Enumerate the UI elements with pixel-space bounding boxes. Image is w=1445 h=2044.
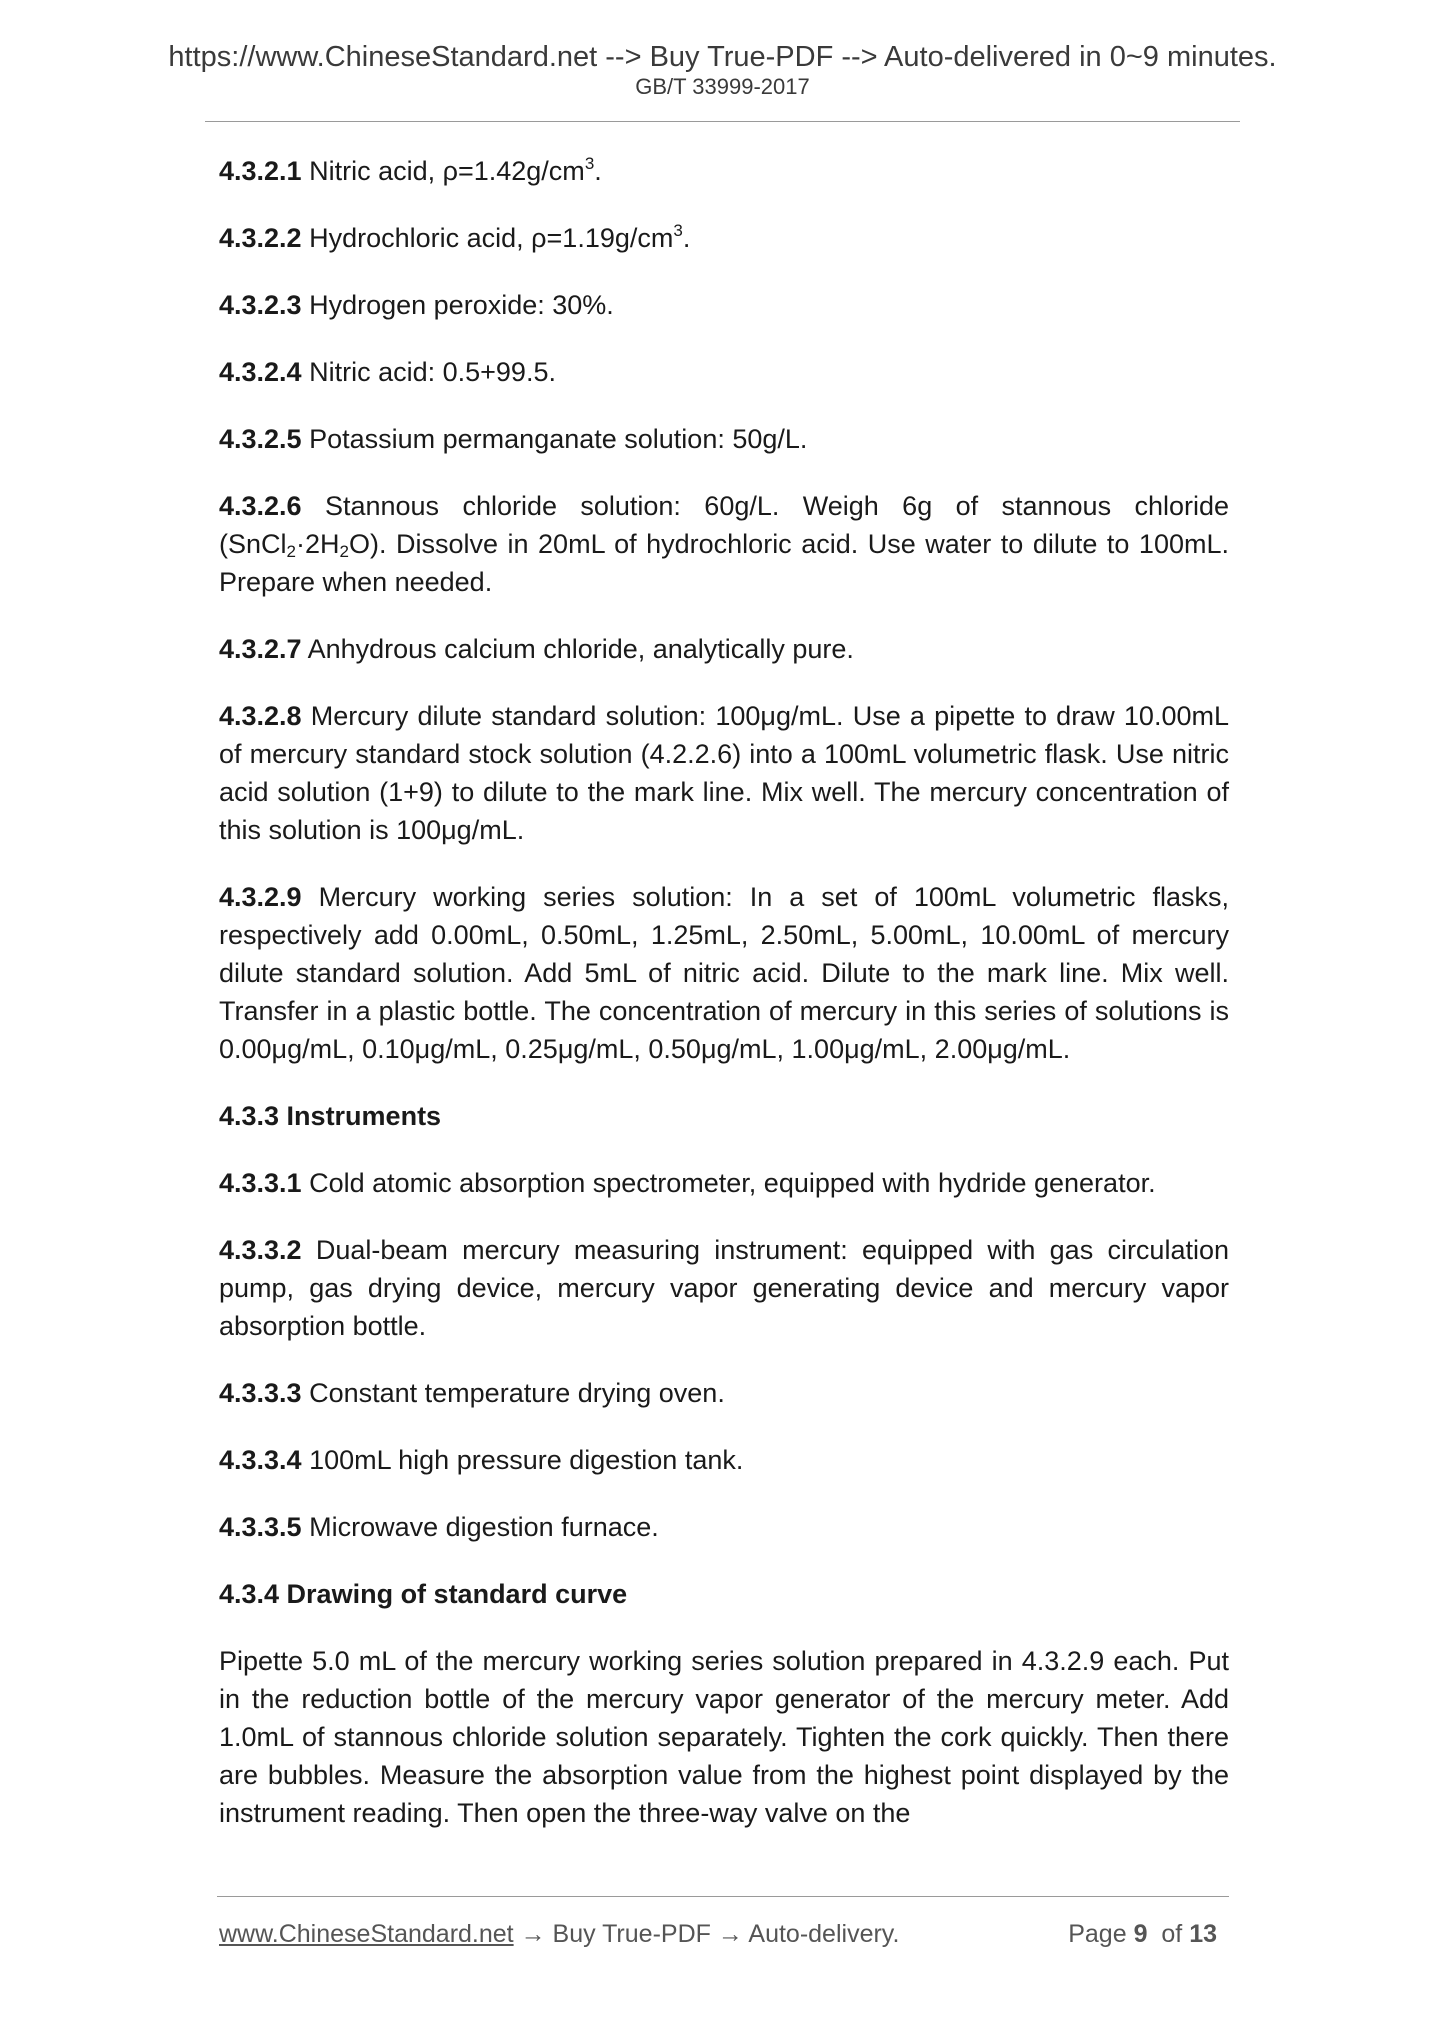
clause-4-3-2-1 xyxy=(219,152,1229,190)
clause-number: 4.3.2.3 xyxy=(219,290,302,320)
clause-4-3-2-5 xyxy=(219,420,1229,458)
clause-number: 4.3.3.1 xyxy=(219,1168,302,1198)
clause-number: 4.3.3.3 xyxy=(219,1378,302,1408)
clause-4-3-3-2 xyxy=(219,1231,1229,1345)
clause-4-3-2-3 xyxy=(219,286,1229,324)
source-banner: https://www.ChineseStandard.net --> Buy True-PDF --> Auto-delivered in 0~9 minutes. xyxy=(168,41,1277,73)
clause-text: Stannous chloride solution: 60g/L. Weigh 6g of stannous chloride (SnCl xyxy=(219,491,1229,559)
page-footer xyxy=(219,1917,1229,1951)
website-link[interactable]: www.ChineseStandard.net xyxy=(219,1920,514,1948)
footer-divider xyxy=(217,1896,1229,1897)
clause-4-3-2-9 xyxy=(219,878,1229,1068)
clause-4-3-2-8 xyxy=(219,697,1229,849)
header-divider xyxy=(205,121,1240,122)
clause-4-3-3-5 xyxy=(219,1508,1229,1546)
clause-4-3-3-1 xyxy=(219,1164,1229,1202)
clause-text: Hydrochloric acid, ρ=1.19g/cm xyxy=(309,223,674,253)
clause-text: Nitric acid, ρ=1.42g/cm xyxy=(309,156,585,186)
total-pages: 13 xyxy=(1189,1920,1217,1948)
clause-4-3-2-4 xyxy=(219,353,1229,391)
clause-text: Cold atomic absorption spectrometer, equipped with hydride generator. xyxy=(309,1168,1156,1198)
standard-code: GB/T 33999-2017 xyxy=(635,74,810,99)
superscript: 3 xyxy=(673,221,683,240)
footer-source xyxy=(219,1917,899,1951)
page-number: 9 xyxy=(1133,1920,1148,1948)
footer-tagline: → Buy True-PDF → Auto-delivery. xyxy=(513,1920,900,1948)
page-body xyxy=(219,152,1229,1861)
of-label: of xyxy=(1161,1920,1183,1948)
subscript: 2 xyxy=(339,542,349,561)
clause-4-3-2-2 xyxy=(219,219,1229,257)
page-counter xyxy=(1068,1917,1217,1951)
clause-text-mid: ·2H xyxy=(295,529,340,559)
clause-text-end: O). Dissolve in 20mL of hydrochloric acid. Use water to dilute to 100mL. Prepare when needed. xyxy=(219,529,1229,597)
clause-4-3-2-7 xyxy=(219,630,1229,668)
page-label: Page xyxy=(1068,1920,1127,1948)
clause-text: Microwave digestion furnace. xyxy=(309,1512,659,1542)
clause-number: 4.3.3.5 xyxy=(219,1512,302,1542)
clause-number: 4.3.2.7 xyxy=(219,634,302,664)
clause-number: 4.3.2.5 xyxy=(219,424,302,454)
clause-text: Mercury working series solution: In a set of 100mL volumetric flasks, respectively add 0.00mL, 0.50mL, 1.25mL, 2.50mL, 5.00mL, 10.00mL of mercury dilute standard solution. Add 5mL of nitric acid. Dilute to the mark line. Mix well. Transfer in a plastic bottle. The concentration of mercury in this series of solutions is 0.00μg/mL, 0.10μg/mL, 0.25μg/mL, 0.50μg/mL, 1.00μg/mL, 2.00μg/mL. xyxy=(219,882,1229,1064)
subscript: 2 xyxy=(286,542,296,561)
clause-number: 4.3.2.8 xyxy=(219,701,302,731)
body-paragraph: Pipette 5.0 mL of the mercury working series solution prepared in 4.3.2.9 each. Put in the reduction bottle of the mercury vapor generator of the mercury meter. Add 1.0mL of stannous chloride solution separately. Tighten the cork quickly. Then there are bubbles. Measure the absorption value from the highest point displayed by the instrument reading. Then open the three-way valve on the xyxy=(219,1646,1229,1828)
clause-text: Potassium permanganate solution: 50g/L. xyxy=(309,424,808,454)
clause-number: 4.3.3.2 xyxy=(219,1235,302,1265)
clause-number: 4.3.3.4 xyxy=(219,1445,302,1475)
section-heading-instruments: 4.3.3 Instruments xyxy=(219,1101,442,1131)
section-heading-standard-curve: 4.3.4 Drawing of standard curve xyxy=(219,1579,628,1609)
clause-text: Constant temperature drying oven. xyxy=(309,1378,725,1408)
clause-text: Dual-beam mercury measuring instrument: equipped with gas circulation pump, gas drying device, mercury vapor generating device and mercury vapor absorption bottle. xyxy=(219,1235,1229,1341)
clause-text: Mercury dilute standard solution: 100μg/mL. Use a pipette to draw 10.00mL of mercury standard stock solution (4.2.2.6) into a 100mL volumetric flask. Use nitric acid solution (1+9) to dilute to the mark line. Mix well. The mercury concentration of this solution is 100μg/mL. xyxy=(219,701,1229,845)
clause-number: 4.3.2.2 xyxy=(219,223,302,253)
clause-text-end: . xyxy=(594,156,602,186)
clause-text-end: . xyxy=(682,223,691,253)
clause-number: 4.3.2.9 xyxy=(219,882,302,912)
clause-text: 100mL high pressure digestion tank. xyxy=(309,1445,744,1475)
superscript: 3 xyxy=(584,154,595,173)
clause-4-3-2-6 xyxy=(219,487,1229,601)
clause-text: Anhydrous calcium chloride, analytically pure. xyxy=(307,634,854,664)
clause-text: Hydrogen peroxide: 30%. xyxy=(309,290,614,320)
clause-number: 4.3.2.4 xyxy=(219,357,302,387)
clause-number: 4.3.2.1 xyxy=(219,156,302,186)
clause-4-3-3-3 xyxy=(219,1374,1229,1412)
clause-4-3-3-4 xyxy=(219,1441,1229,1479)
clause-text: Nitric acid: 0.5+99.5. xyxy=(309,357,556,387)
clause-number: 4.3.2.6 xyxy=(219,491,302,521)
